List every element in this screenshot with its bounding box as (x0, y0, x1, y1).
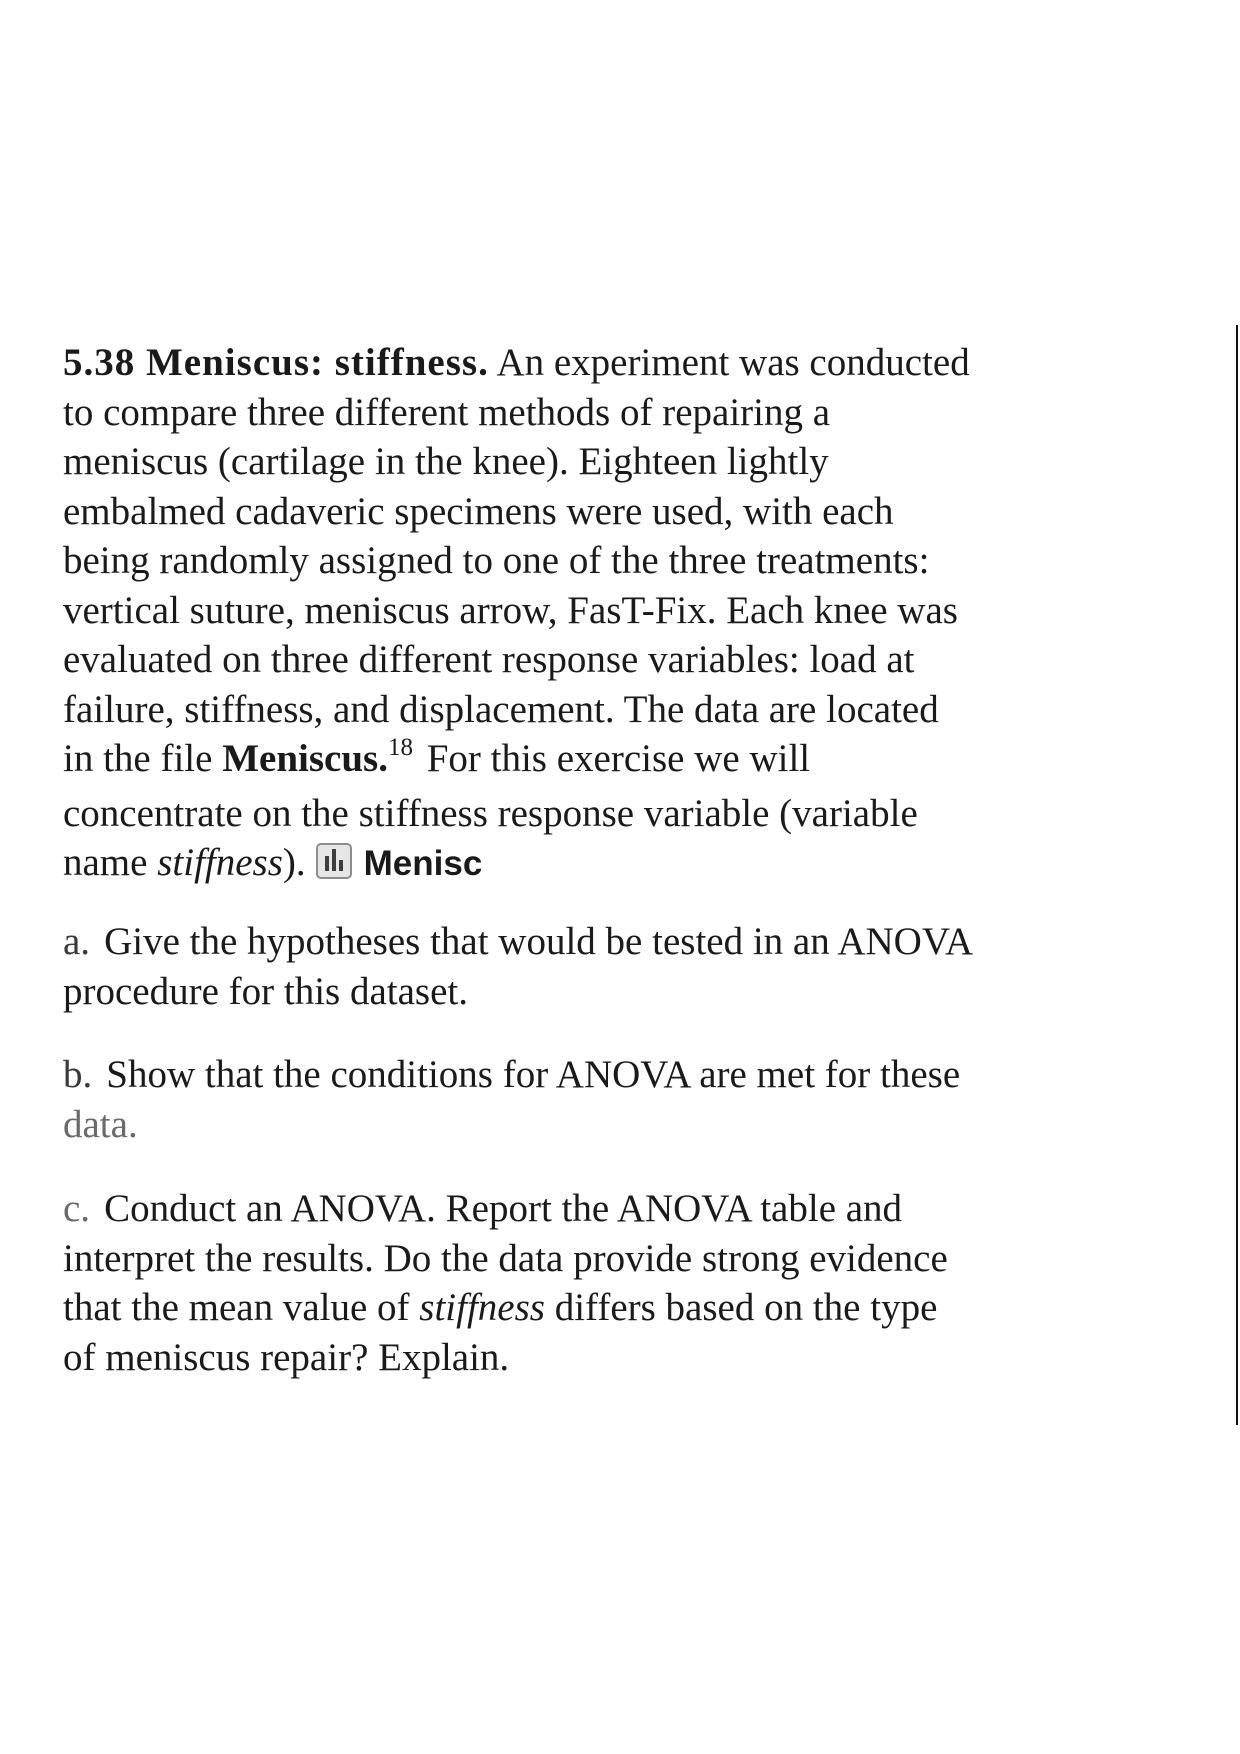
part-b (63, 1050, 1123, 1149)
page-edge-line (1236, 325, 1238, 1425)
intro-line-6: vertical suture, meniscus arrow, FasT-Fix. Each knee was (63, 588, 958, 632)
part-letter: b. (63, 1053, 93, 1096)
intro-line-7: evaluated on three different response variables: load at (63, 638, 915, 681)
intro-line-1 (63, 338, 1123, 388)
part-c-line-2: interpret the results. Do the data provide strong evidence (63, 1236, 948, 1280)
part-c-line-1 (63, 1184, 1123, 1234)
intro-text: An experiment was conducted (496, 341, 970, 384)
exercise-intro (63, 338, 1123, 889)
part-text: differs based on the type (544, 1286, 938, 1329)
dataset-label: Menisc (363, 844, 483, 883)
variable-name: stiffness (157, 841, 283, 884)
part-c-line-4: of meniscus repair? Explain. (63, 1335, 510, 1379)
part-text: Give the hypotheses that would be tested in an ANOVA (104, 920, 974, 963)
intro-line-8: failure, stiffness, and displacement. The data are located (63, 687, 939, 731)
part-b-line-2: data. (63, 1102, 138, 1146)
part-a-line-1 (63, 917, 1123, 967)
part-text: Conduct an ANOVA. Report the ANOVA table and (104, 1187, 903, 1230)
data-file-name: Meniscus. (222, 737, 388, 780)
intro-text: name (63, 841, 158, 884)
intro-line-2: to compare three different methods of repairing a (63, 390, 831, 434)
part-a (63, 917, 1123, 1016)
intro-text: For this exercise we will (426, 737, 811, 780)
intro-text: ). (282, 841, 306, 884)
part-c-line-3 (63, 1283, 1123, 1333)
intro-line-5: being randomly assigned to one of the three treatments: (63, 539, 930, 582)
part-text: Show that the conditions for ANOVA are met for these (106, 1053, 961, 1096)
intro-line-4: embalmed cadaveric specimens were used, with each (63, 489, 894, 533)
part-text: that the mean value of (63, 1286, 420, 1329)
part-b-line-1 (63, 1050, 1123, 1100)
intro-line-10: concentrate on the stiffness response variable (variable (63, 791, 918, 835)
footnote-ref: 18 (387, 734, 413, 761)
intro-line-9 (63, 734, 1123, 789)
exercise-heading: 5.38 Meniscus: stiffness. (63, 341, 489, 384)
part-letter: c. (63, 1187, 91, 1230)
intro-text: in the file (63, 737, 223, 780)
part-a-line-2: procedure for this dataset. (63, 969, 469, 1013)
intro-line-11 (63, 838, 1123, 889)
variable-name: stiffness (419, 1286, 545, 1329)
part-c (63, 1184, 1123, 1382)
part-letter: a. (63, 920, 91, 963)
intro-line-3: meniscus (cartilage in the knee). Eighteen lightly (63, 440, 829, 483)
data-file-icon (316, 843, 352, 879)
